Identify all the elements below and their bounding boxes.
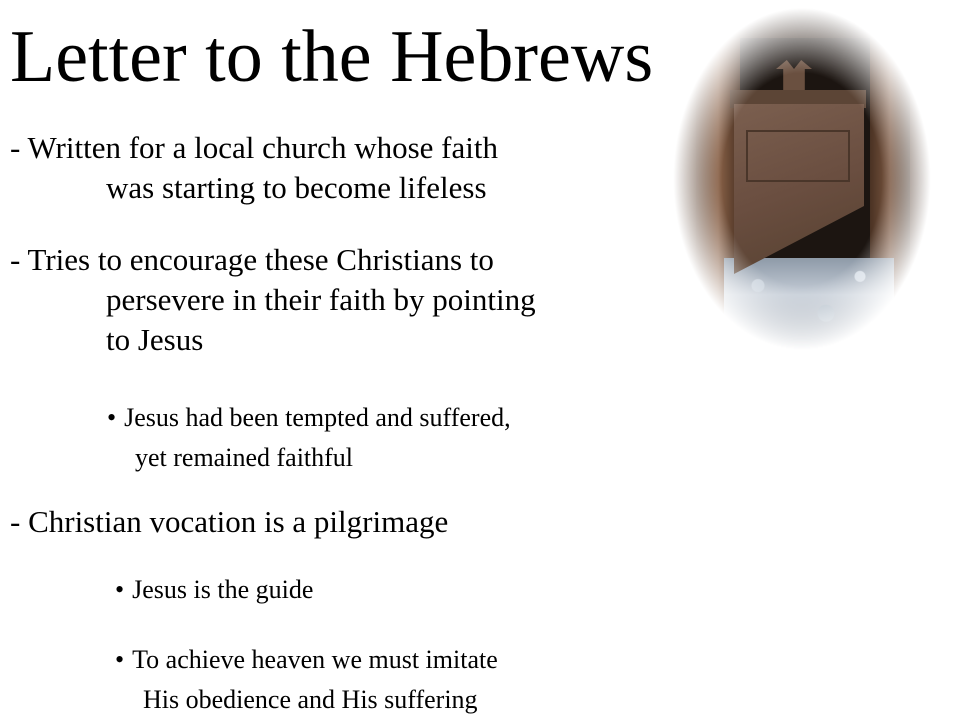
subpoint-jesus-guide <box>115 570 313 610</box>
point-line: - Tries to encourage these Christians to <box>10 242 494 277</box>
point-line: - Christian vocation is a pilgrimage <box>10 504 449 539</box>
subpoint-line: yet remained faithful <box>135 443 354 472</box>
subpoint-line: Jesus is the guide <box>132 575 314 604</box>
point-line: persevere in their faith by pointing <box>106 282 536 317</box>
guillotine-photo <box>668 8 936 350</box>
point-line: was starting to become lifeless <box>106 170 487 205</box>
point-pilgrimage <box>10 502 448 542</box>
bullet-icon: • <box>115 645 125 674</box>
photo-snow-ground <box>724 258 894 350</box>
subpoint-line: His obedience and His suffering <box>143 685 478 714</box>
bullet-icon: • <box>115 575 125 604</box>
subpoint-jesus-tempted <box>107 398 511 478</box>
photo-blade-plate <box>746 130 850 182</box>
point-written-for-church <box>10 128 498 208</box>
bullet-icon: • <box>107 403 117 432</box>
point-encourage-christians <box>10 240 536 360</box>
point-line: to Jesus <box>106 322 204 357</box>
slide-title: Letter to the Hebrews <box>10 16 654 98</box>
subpoint-line: To achieve heaven we must imitate <box>132 645 498 674</box>
subpoint-line: Jesus had been tempted and suffered, <box>124 403 511 432</box>
point-line: - Written for a local church whose faith <box>10 130 498 165</box>
subpoint-imitate <box>115 640 498 720</box>
